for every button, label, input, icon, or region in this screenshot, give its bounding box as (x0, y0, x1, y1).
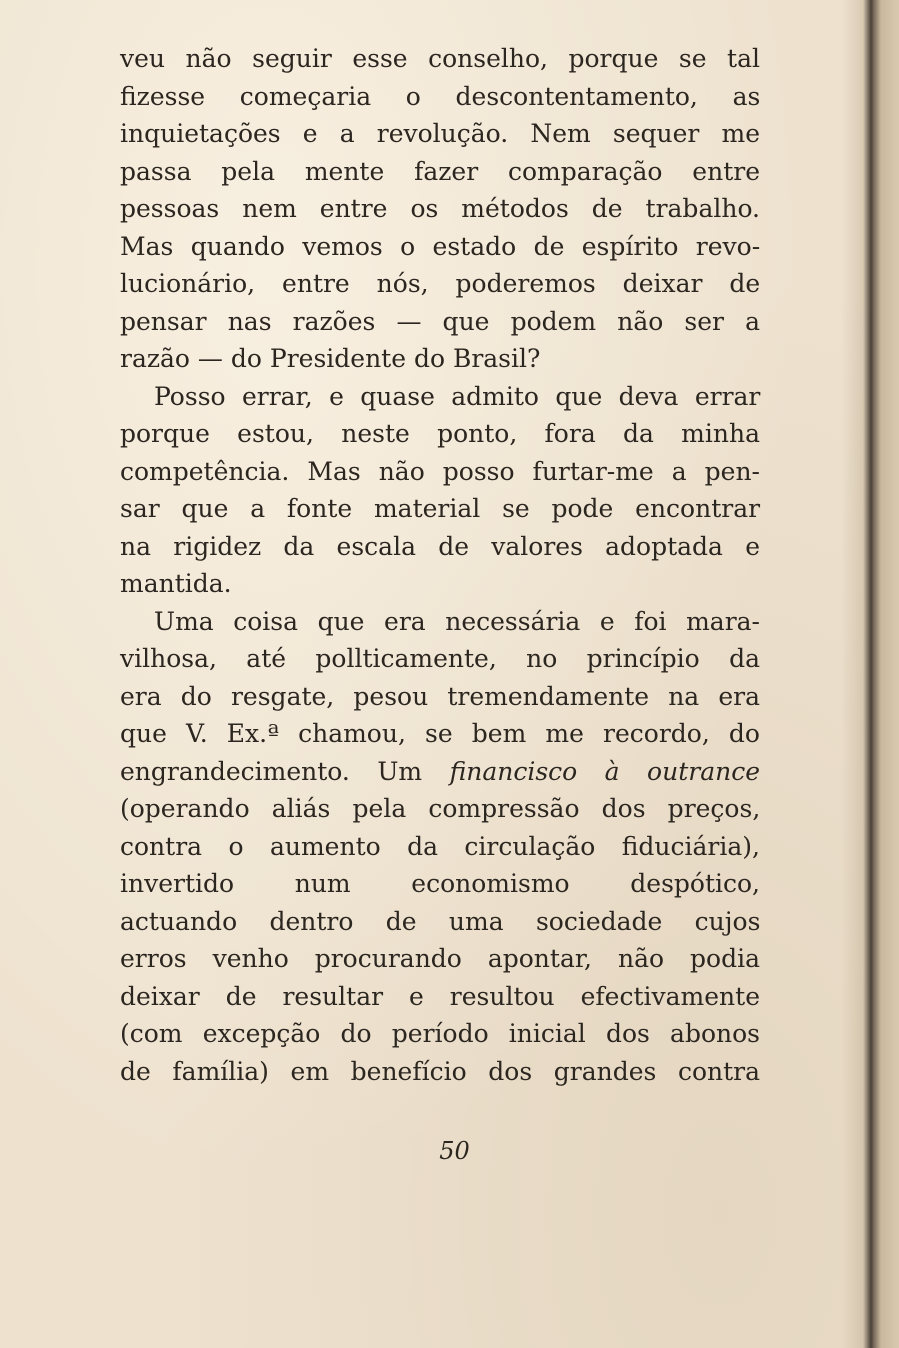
text-line: invertido num economismo despótico, (120, 869, 760, 898)
paragraph-1 (120, 40, 760, 378)
text-line: competência. Mas não posso furtar-me a pen- (120, 456, 760, 486)
text-line: de família) em benefício dos grandes contra (120, 1056, 761, 1086)
text-line: era do resgate, pesou tremendamente na era (120, 681, 760, 711)
text-line: mantida. (120, 569, 232, 598)
text-line-with-italic (120, 753, 760, 791)
text-line: sar que a fonte material se pode encontrar (120, 494, 761, 523)
text-segment: engrandecimento. Um (120, 756, 450, 786)
text-line: deixar de resultar e resultou efectivamente (120, 981, 760, 1011)
text-line: fizesse começaria o descontentamento, as (120, 81, 761, 111)
text-line: Mas quando vemos o estado de espírito revo- (120, 231, 761, 261)
text-line: vilhosa, até pollticamente, no princípio da (120, 644, 760, 673)
text-line: erros venho procurando apontar, não podia (120, 944, 760, 973)
page-number: 50 (439, 1137, 470, 1165)
text-line: lucionário, entre nós, poderemos deixar de (120, 269, 761, 298)
text-line: que V. Ex.ª chamou, se bem me recordo, do (120, 719, 760, 748)
text-line: Posso errar, e quase admito que deva errar (154, 381, 761, 411)
text-line: actuando dentro de uma sociedade cujos (120, 906, 761, 936)
text-line: na rigidez da escala de valores adoptada e (120, 531, 760, 561)
body-text (120, 40, 760, 1090)
paragraph-3 (120, 603, 760, 1091)
text-line: (operando aliás pela compressão dos preços, (120, 794, 761, 823)
text-line: (com excepção do período inicial dos abonos (120, 1019, 760, 1048)
text-line: pessoas nem entre os métodos de trabalho. (120, 194, 760, 223)
paragraph-2 (120, 378, 760, 603)
text-line: Uma coisa que era necessária e foi mara- (154, 606, 760, 636)
text-line: pensar nas razões — que podem não ser a (120, 306, 760, 336)
text-line: inquietações e a revolução. Nem sequer me (120, 119, 760, 148)
text-line: passa pela mente fazer comparação entre (120, 156, 760, 186)
text-line: porque estou, neste ponto, fora da minha (120, 419, 760, 448)
italic-phrase: financisco à outrance (449, 756, 760, 786)
text-line: contra o aumento da circulação fiduciária), (120, 831, 760, 861)
text-line: razão — do Presidente do Brasil? (120, 344, 541, 373)
text-line: veu não seguir esse conselho, porque se tal (120, 44, 760, 73)
